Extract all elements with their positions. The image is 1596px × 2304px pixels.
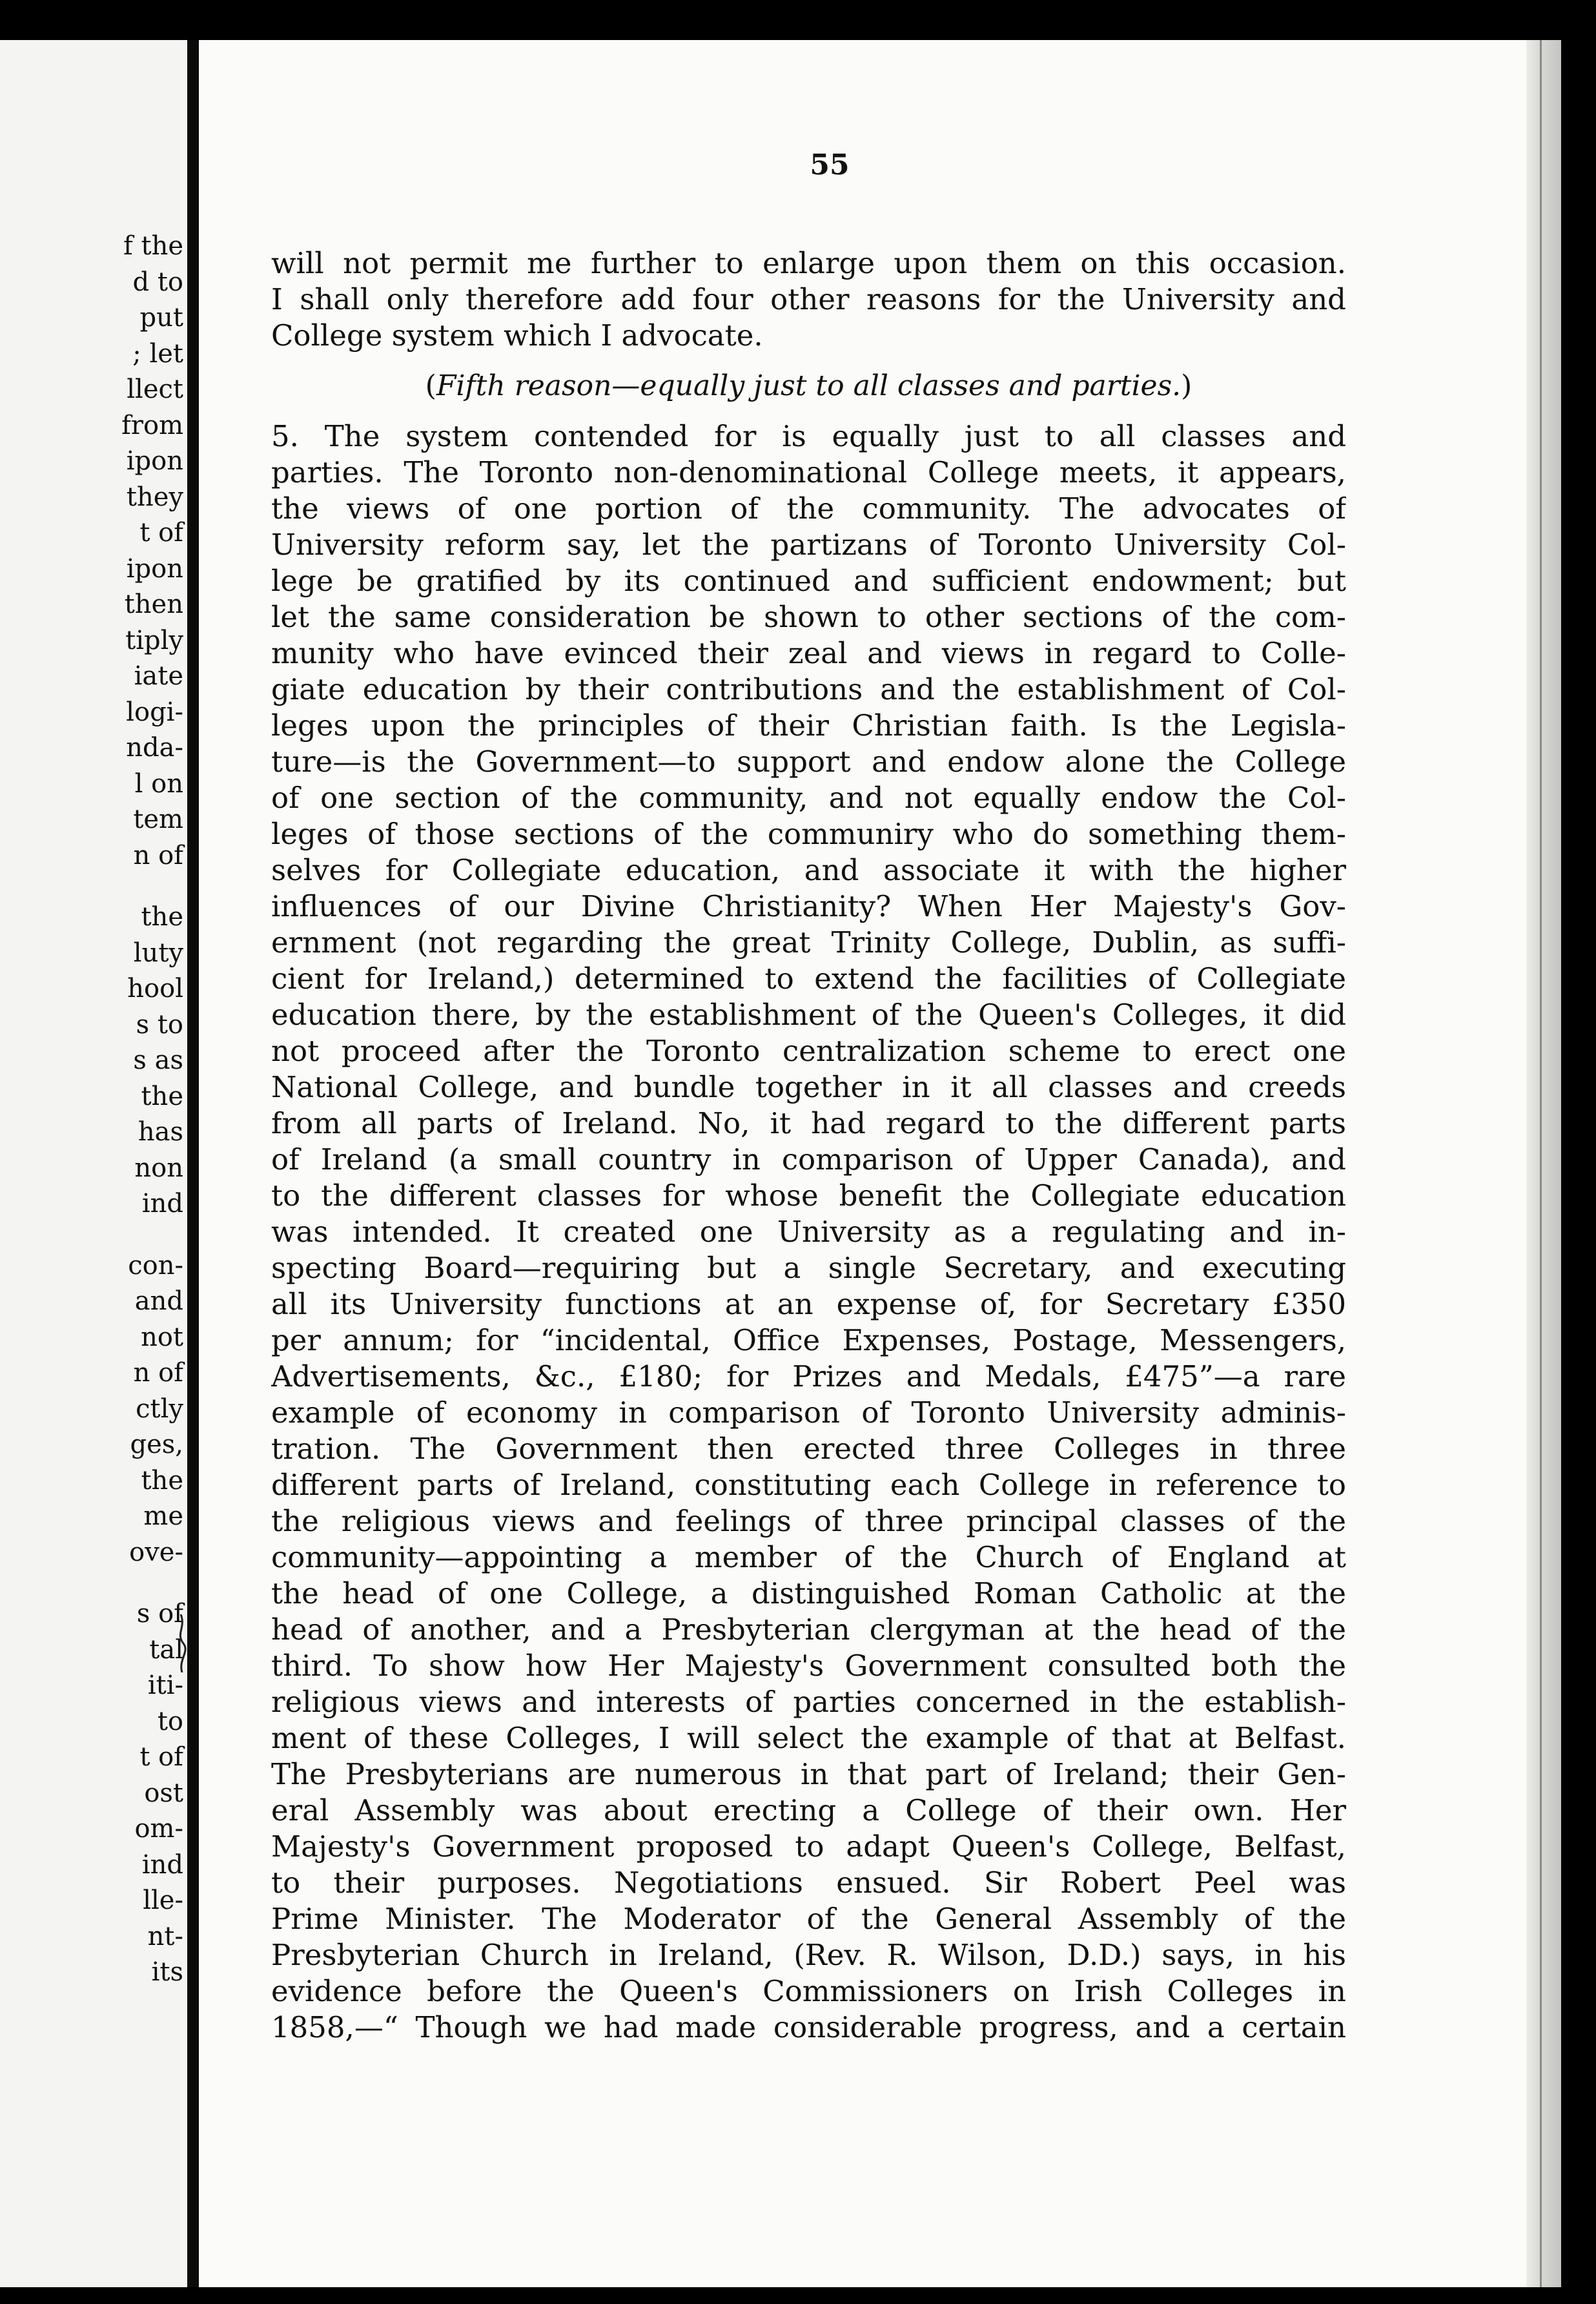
text-line: from all parts of Ireland. No, it had regard to the different parts xyxy=(271,1106,1346,1140)
left-page-fragment: s of xyxy=(136,1599,183,1629)
left-page-fragment: t of xyxy=(139,1742,183,1772)
text-line: National College, and bundle together in it all classes and creeds xyxy=(271,1070,1346,1104)
text-line: of one section of the community, and not equally endow the Col- xyxy=(271,781,1346,815)
text-line: community—appointing a member of the Church of England at xyxy=(271,1540,1346,1574)
text-line: leges upon the principles of their Christian faith. Is the Legisla- xyxy=(271,708,1346,743)
left-page-fragment: then xyxy=(124,590,183,619)
left-page-fragment: iti- xyxy=(147,1671,183,1700)
text-line: the views of one portion of the community. The advocates of xyxy=(271,491,1346,526)
text-line: let the same consideration be shown to other sections of the com- xyxy=(271,600,1346,634)
main-text-block xyxy=(271,245,1346,2046)
text-line: giate education by their contributions and the establishment of Col- xyxy=(271,672,1346,706)
text-line: Presbyterian Church in Ireland, (Rev. R. Wilson, D.D.) says, in his xyxy=(271,1938,1346,1972)
text-line: College system which I advocate. xyxy=(271,318,763,353)
text-line: I shall only therefore add four other reasons for the University and xyxy=(271,282,1346,316)
left-page-fragment: t of xyxy=(139,518,183,548)
heading-open-paren: ( xyxy=(425,369,436,402)
heading-close-paren: ) xyxy=(1181,369,1192,402)
left-page-fragment: nt- xyxy=(147,1921,183,1951)
heading-text: Fifth reason—equally just to all classes and parties. xyxy=(436,369,1182,402)
text-line: lege be gratified by its continued and sufficient endowment; but xyxy=(271,564,1346,598)
text-line: the religious views and feelings of three principal classes of the xyxy=(271,1504,1346,1538)
left-page-fragment: tiply xyxy=(125,625,183,655)
left-page-fragment: non xyxy=(134,1153,183,1183)
left-page xyxy=(0,40,187,2287)
section-heading xyxy=(271,368,1346,404)
left-page-fragment: n of xyxy=(133,840,183,870)
left-page-fragment: d to xyxy=(132,267,183,297)
left-page-fragment: ipon xyxy=(126,553,183,584)
text-line: specting Board—requiring but a single Secretary, and executing xyxy=(271,1251,1346,1285)
text-line: religious views and interests of parties concerned in the establish- xyxy=(271,1685,1346,1719)
left-page-fragment: lle- xyxy=(143,1886,183,1915)
text-line: Advertisements, &c., £180; for Prizes and Medals, £475”—a rare xyxy=(271,1359,1346,1394)
text-line: head of another, and a Presbyterian clergyman at the head of the xyxy=(271,1612,1346,1647)
text-line: was intended. It created one University as a regulating and in- xyxy=(271,1215,1346,1249)
text-line: example of economy in comparison of Toronto University adminis- xyxy=(271,1395,1346,1430)
scan-bottom-border xyxy=(0,2287,1596,2304)
text-line: to the different classes for whose benefit the Collegiate education xyxy=(271,1178,1346,1213)
left-page-fragment: s as xyxy=(133,1045,183,1075)
left-page-fragment: l on xyxy=(134,768,183,799)
scan-top-border xyxy=(0,0,1596,40)
text-line: the head of one College, a distinguished Roman Catholic at the xyxy=(271,1576,1346,1610)
left-page-fragment: ind xyxy=(141,1849,183,1880)
binding-thread-mark xyxy=(173,1614,192,1672)
text-line: munity who have evinced their zeal and views in regard to Colle- xyxy=(271,636,1346,670)
text-line: University reform say, let the partizans of Toronto University Col- xyxy=(271,528,1346,562)
text-line: cient for Ireland,) determined to extend the facilities of Collegiate xyxy=(271,962,1346,996)
left-page-fragment: ipon xyxy=(126,446,183,476)
text-line: evidence before the Queen's Commissioners on Irish Colleges in xyxy=(271,1974,1346,2008)
book-gutter xyxy=(187,40,199,2287)
left-page-fragment: ctly xyxy=(136,1394,183,1424)
text-line: all its University functions at an expense of, for Secretary £350 xyxy=(271,1287,1346,1321)
left-page-fragment: logi- xyxy=(126,697,183,727)
text-line: leges of those sections of the communiry who do something them- xyxy=(271,817,1346,851)
left-page-fragment: f the xyxy=(123,231,183,261)
left-page-fragment: ind xyxy=(141,1189,183,1219)
text-line: third. To show how Her Majesty's Government consulted both the xyxy=(271,1649,1346,1683)
page-number: 55 xyxy=(810,149,850,181)
text-line: 1858,—“ Though we had made considerable progress, and a certain xyxy=(271,2010,1346,2044)
text-line: tration. The Government then erected three Colleges in three xyxy=(271,1432,1346,1466)
text-line: The Presbyterians are numerous in that part of Ireland; their Gen- xyxy=(271,1757,1346,1791)
body-paragraph xyxy=(271,418,1346,2046)
left-page-fragment: om- xyxy=(134,1814,183,1844)
text-line: per annum; for “incidental, Office Expenses, Postage, Messengers, xyxy=(271,1323,1346,1357)
text-line: different parts of Ireland, constituting each College in reference to xyxy=(271,1468,1346,1502)
left-page-fragment: nda- xyxy=(126,733,183,763)
text-line: of Ireland (a small country in comparison of Upper Canada), and xyxy=(271,1142,1346,1177)
left-page-fragment: and xyxy=(134,1286,183,1316)
text-line: Majesty's Government proposed to adapt Queen's College, Belfast, xyxy=(271,1829,1346,1864)
left-page-fragment: ; let xyxy=(132,338,183,369)
left-page-fragment: the xyxy=(141,1081,183,1111)
left-page-fragment: to xyxy=(157,1706,183,1736)
left-page-fragment: has xyxy=(138,1117,183,1147)
left-page-fragment: s to xyxy=(136,1009,183,1040)
left-page-fragment: from xyxy=(121,410,183,440)
left-page-fragment: n of xyxy=(133,1358,183,1388)
text-line: 5. The system contended for is equally just to all classes and xyxy=(271,419,1346,453)
left-page-fragment: not xyxy=(141,1322,183,1352)
left-page-fragment: hool xyxy=(127,974,183,1003)
text-line: ture—is the Government—to support and endow alone the College xyxy=(271,745,1346,779)
text-line: parties. The Toronto non-denominational College meets, it appears, xyxy=(271,455,1346,489)
text-line: not proceed after the Toronto centralization scheme to erect one xyxy=(271,1034,1346,1068)
text-line: to their purposes. Negotiations ensued. Sir Robert Peel was xyxy=(271,1866,1346,1900)
text-line: will not permit me further to enlarge upon them on this occasion. xyxy=(271,246,1346,280)
left-page-fragment: tal xyxy=(149,1634,183,1665)
left-page-fragment: they xyxy=(126,482,183,512)
left-page-fragment: put xyxy=(139,303,183,333)
intro-paragraph xyxy=(271,245,1346,354)
left-page-fragment: con- xyxy=(128,1250,183,1281)
page-edge-line xyxy=(1540,40,1542,2287)
text-line: ment of these Colleges, I will select the example of that at Belfast. xyxy=(271,1721,1346,1755)
left-page-fragment: llect xyxy=(127,375,183,404)
scan-right-border xyxy=(1561,0,1596,2304)
page-edge-shadow xyxy=(1526,40,1561,2287)
left-page-fragment: me xyxy=(143,1501,183,1531)
text-line: eral Assembly was about erecting a College of their own. Her xyxy=(271,1793,1346,1827)
left-page-fragment: ost xyxy=(144,1778,183,1808)
text-line: education there, by the establishment of the Queen's Colleges, it did xyxy=(271,998,1346,1032)
left-page-fragment: the xyxy=(141,902,183,932)
left-page-fragment: tem xyxy=(133,805,183,834)
text-line: influences of our Divine Christianity? When Her Majesty's Gov- xyxy=(271,889,1346,923)
left-page-fragment: the xyxy=(141,1465,183,1496)
left-page-fragment: ove- xyxy=(129,1537,183,1567)
text-line: Prime Minister. The Moderator of the General Assembly of the xyxy=(271,1902,1346,1936)
left-page-fragment: iate xyxy=(134,661,183,691)
left-page-fragment: luty xyxy=(133,938,183,968)
left-page-fragment: its xyxy=(151,1957,183,1987)
text-line: selves for Collegiate education, and associate it with the higher xyxy=(271,853,1346,887)
text-line: ernment (not regarding the great Trinity College, Dublin, as suffi- xyxy=(271,925,1346,960)
left-page-fragment: ges, xyxy=(130,1430,183,1459)
